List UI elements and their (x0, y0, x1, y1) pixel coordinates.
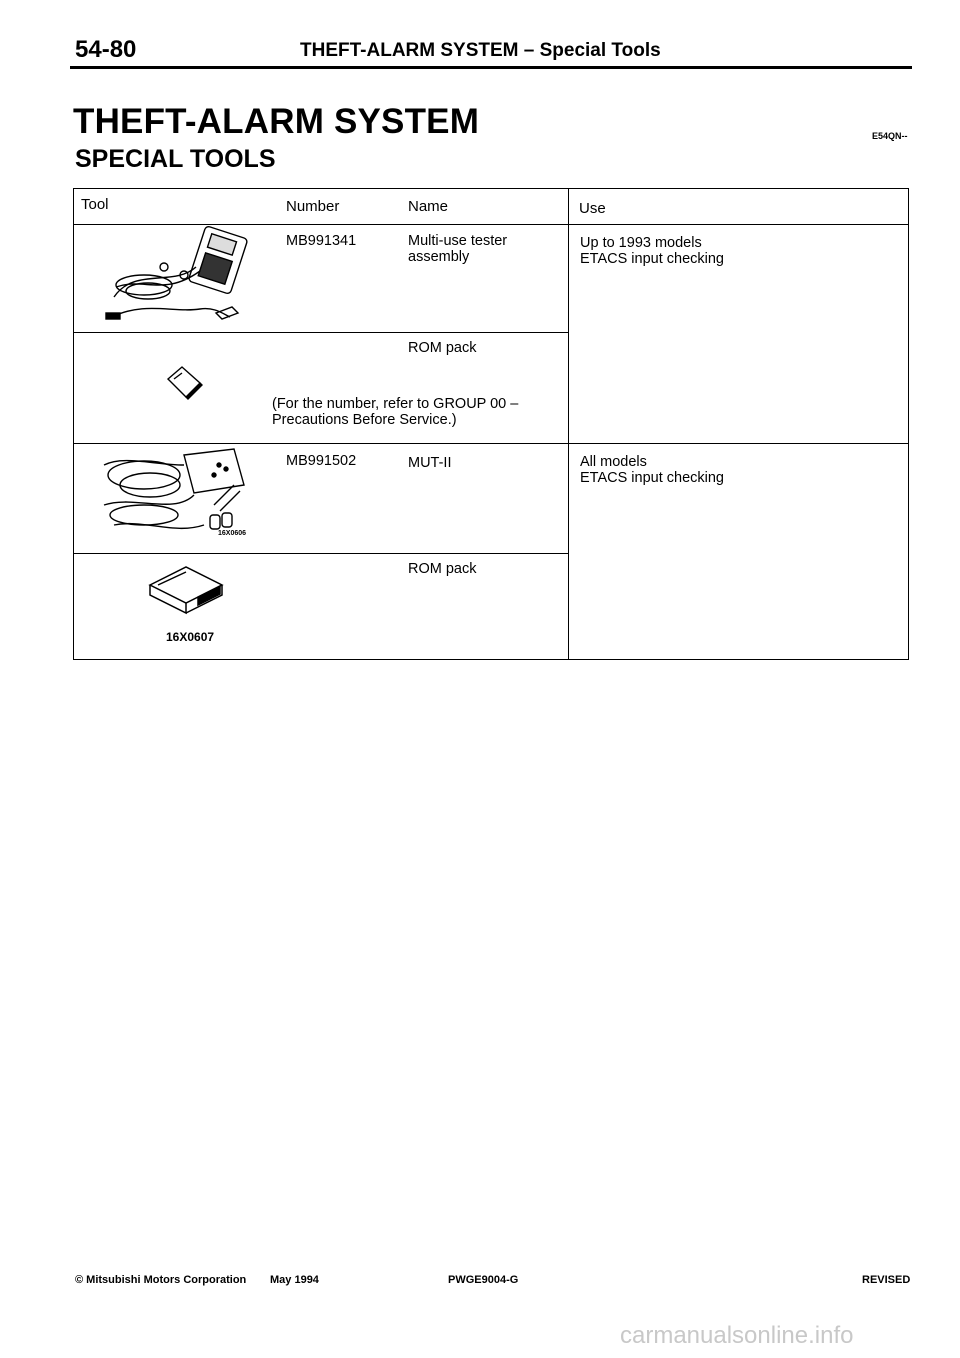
special-tools-table (73, 188, 909, 660)
tool-note: Precautions Before Service.) (272, 412, 457, 428)
page-title: THEFT-ALARM SYSTEM (73, 102, 480, 141)
tool-use: ETACS input checking (580, 251, 724, 267)
row-divider (74, 332, 568, 333)
footer-status: REVISED (862, 1274, 911, 1286)
column-header-use: Use (579, 200, 606, 217)
tool-name: ROM pack (408, 340, 477, 356)
tool-use: All models (580, 454, 647, 470)
footer-doc-code: PWGE9004-G (448, 1274, 519, 1286)
row-divider (74, 443, 908, 444)
tool-name: Multi-use tester (408, 233, 508, 249)
header-rule (70, 66, 912, 69)
multi-use-tester-icon (104, 227, 254, 327)
footer-date: May 1994 (270, 1274, 319, 1286)
section-subtitle: SPECIAL TOOLS (75, 145, 276, 173)
page-number: 54-80 (75, 36, 137, 63)
tool-note: (For the number, refer to GROUP 00 – (272, 396, 519, 412)
column-header-number: Number (286, 198, 340, 215)
rom-pack-large-icon (146, 563, 226, 619)
header-divider (74, 224, 908, 225)
figure-code: 16X0607 (166, 630, 215, 644)
tool-name: MUT-II (408, 455, 452, 471)
use-column-divider (568, 189, 569, 659)
tool-use: ETACS input checking (580, 470, 724, 486)
tool-number: MB991341 (286, 233, 357, 249)
section-code: E54QN-- (872, 131, 908, 141)
column-header-tool: Tool (81, 196, 109, 213)
running-title: THEFT-ALARM SYSTEM – Special Tools (300, 40, 661, 61)
tool-use: Up to 1993 models (580, 235, 702, 251)
watermark: carmanualsonline.info (620, 1322, 854, 1349)
footer-copyright: © Mitsubishi Motors Corporation (75, 1274, 247, 1286)
rom-pack-icon (164, 365, 204, 401)
tool-name: assembly (408, 249, 470, 265)
tool-number: MB991502 (286, 453, 357, 469)
tool-name: ROM pack (408, 561, 477, 577)
row-divider (74, 553, 568, 554)
figure-code: 16X0606 (218, 530, 247, 537)
column-header-name: Name (408, 198, 449, 215)
